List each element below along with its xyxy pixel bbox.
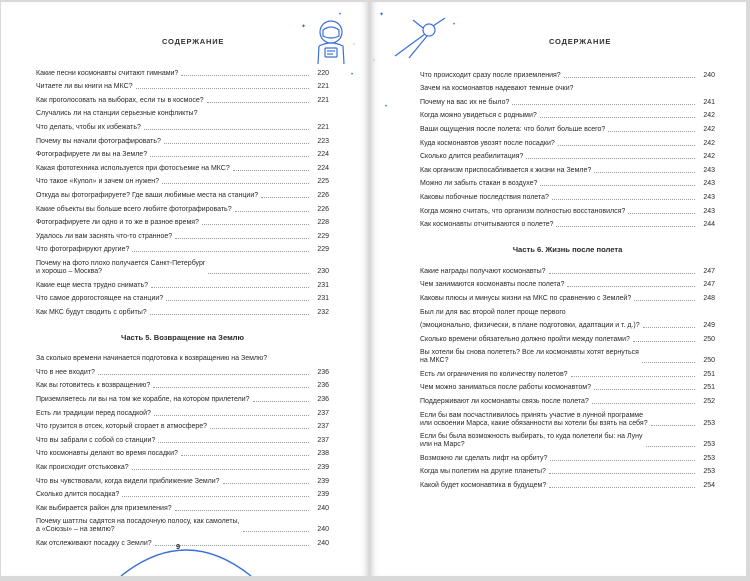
toc-entry[interactable]: Когда мы полетим на другие планеты? 253 xyxy=(420,468,715,476)
toc-entry[interactable]: Сколько длится посадка? 239 xyxy=(36,491,329,499)
star-icon: ◦ xyxy=(353,42,356,48)
page-header: СОДЕРЖАНИЕ xyxy=(549,37,612,46)
page-number: 9 xyxy=(176,542,181,551)
section-title[interactable]: Часть 5. Возвращение на Землю xyxy=(121,332,244,342)
toc-entry[interactable]: Когда можно считать, что организм полностью восстановился? 243 xyxy=(420,207,715,215)
toc-entry[interactable]: Как космонавты отчитываются о полете? 244 xyxy=(420,221,715,229)
star-icon: ✦ xyxy=(379,12,385,18)
star-icon: ✦ xyxy=(301,24,307,30)
star-icon: ◦ xyxy=(373,58,376,64)
toc-entry[interactable]: Что космонавты делают во время посадки? 238 xyxy=(36,450,329,458)
astronaut-icon xyxy=(311,16,351,64)
toc-entry[interactable]: Зачем на космонавтов надевают темные очки? xyxy=(420,85,574,93)
toc-entry[interactable]: Можно ли забыть стакан в воздухе? 243 xyxy=(420,180,715,188)
toc-entry[interactable]: Какие награды получают космонавты? 247 xyxy=(420,267,715,275)
toc-entry[interactable]: Сколько времени обязательно должно пройти между полетами? 250 xyxy=(420,335,715,343)
toc-entry[interactable]: Почему на фото плохо получается Санкт-Петербург и хорошо – Москва? 230 xyxy=(36,259,329,275)
toc-entry[interactable]: Какой будет космонавтика в будущем? 254 xyxy=(420,482,715,490)
toc-entry[interactable]: Удалось ли вам заснять что-то странное? 229 xyxy=(36,232,329,240)
toc-entry[interactable]: Как проголосовать на выборах, если ты в космосе? 221 xyxy=(36,96,329,104)
left-page xyxy=(1,2,368,576)
toc-entry[interactable]: Что происходит сразу после приземления? 240 xyxy=(420,71,715,79)
planet-arc-decoration xyxy=(111,530,261,576)
section-title[interactable]: Часть 6. Жизнь после полета xyxy=(512,245,623,255)
toc-entry[interactable]: Какие песни космонавты считают гимнами? 220 xyxy=(36,69,329,77)
toc-entry[interactable]: Ваши ощущения после полета: что болит больше всего? 242 xyxy=(420,125,715,133)
toc-entry[interactable]: Случались ли на станции серьезные конфликты? xyxy=(36,110,198,118)
toc-entry[interactable]: Возможно ли сделать лифт на орбиту? 253 xyxy=(420,454,715,462)
toc-entry[interactable]: Откуда вы фотографируете? Где ваши любимые места на станции? 226 xyxy=(36,191,329,199)
toc-entry[interactable]: Если бы была возможность выбирать, то куда полетели бы: на Луну или на Марс? 253 xyxy=(420,433,715,449)
star-icon: • xyxy=(385,104,388,110)
toc-entry[interactable]: (эмоционально, физически, в плане подготовки, адаптации и т. д.)? 249 xyxy=(420,322,715,330)
toc-entry[interactable]: Вы хотели бы снова полететь? Все ли космонавты хотят вернуться на МКС? 250 xyxy=(420,349,715,365)
toc-entry[interactable]: Фотографируете ли одно и то же в разное время? 228 xyxy=(36,219,329,227)
star-icon: • xyxy=(339,12,342,18)
toc-entry[interactable]: Каковы плюсы и минусы жизни на МКС по сравнению с Землей? 248 xyxy=(420,294,715,302)
toc-entry[interactable]: Что вы чувствовали, когда видели приближение Земли? 239 xyxy=(36,477,329,485)
satellite-icon xyxy=(389,16,449,60)
toc-entry[interactable]: Как отслеживают посадку с Земли? 240 xyxy=(36,540,329,547)
toc-entry[interactable]: Что фотографируют другие? 229 xyxy=(36,246,329,254)
toc-entry[interactable]: Если бы вам посчастливилось принять участие в лунной программе или освоении Марса, какие обязанности вы хотели бы взять на себя? 253 xyxy=(420,411,715,427)
toc-list-top xyxy=(36,64,329,548)
toc-entry[interactable]: Почему вы начали фотографировать? 223 xyxy=(36,137,329,145)
toc-entry[interactable]: Как вы готовитесь к возвращению? 236 xyxy=(36,382,329,390)
toc-entry[interactable]: Чем можно заниматься после работы космонавтом? 251 xyxy=(420,384,715,392)
toc-entry[interactable]: Приземляетесь ли вы на том же корабле, на котором прилетели? 236 xyxy=(36,396,329,404)
toc-entry[interactable]: Как происходит отстыковка? 239 xyxy=(36,464,329,472)
toc-entry[interactable]: Что делать, чтобы их избежать? 221 xyxy=(36,123,329,131)
toc-entry[interactable]: Каковы побочные последствия полета? 243 xyxy=(420,193,715,201)
toc-entry[interactable]: Как выбирается район для приземления? 240 xyxy=(36,504,329,512)
toc-entry[interactable]: Что грузится в отсек, который сгорает в атмосфере? 237 xyxy=(36,423,329,431)
toc-entry[interactable]: Какая фототехника используется при фотосъемке на МКС? 224 xyxy=(36,164,329,172)
toc-entry[interactable]: Что самое дорогостоящее на станции? 231 xyxy=(36,295,329,303)
toc-entry[interactable]: Когда можно увидеться с родными? 242 xyxy=(420,112,715,120)
toc-entry[interactable]: Что вы забрали с собой со станции? 237 xyxy=(36,436,329,444)
toc-entry[interactable]: Почему на вас их не было? 241 xyxy=(420,98,715,106)
toc-entry[interactable]: Поддерживают ли космонавты связь после полета? 252 xyxy=(420,398,715,406)
toc-entry[interactable]: Чем занимаются космонавты после полета? 247 xyxy=(420,281,715,289)
toc-entry[interactable]: Какие еще места трудно снимать? 231 xyxy=(36,281,329,289)
toc-entry[interactable]: Какие объекты вы больше всего любите фотографировать? 226 xyxy=(36,205,329,213)
toc-entry[interactable]: Был ли для вас второй полет проще первого xyxy=(420,308,566,316)
toc-entry[interactable]: За сколько времени начинается подготовка к возвращению на Землю? xyxy=(36,355,268,363)
toc-entry[interactable]: Как МКС будут сводить с орбиты? 232 xyxy=(36,308,329,316)
toc-entry[interactable]: Почему шаттлы садятся на посадочную полосу, как самолеты, а «Союзы» – на землю? 240 xyxy=(36,518,329,534)
star-icon: • xyxy=(453,22,456,28)
toc-entry[interactable]: Что в нее входит? 236 xyxy=(36,368,329,376)
star-icon: • xyxy=(351,72,354,78)
toc-entry[interactable]: Фотографируете ли вы на Земле? 224 xyxy=(36,151,329,159)
toc-entry[interactable]: Читаете ли вы книги на МКС? 221 xyxy=(36,83,329,91)
toc-entry[interactable]: Что такое «Купол» и зачем он нужен? 225 xyxy=(36,178,329,186)
toc-list-top xyxy=(420,66,715,490)
toc-entry[interactable]: Есть ли ограничения по количеству полетов? 251 xyxy=(420,370,715,378)
toc-entry[interactable]: Куда космонавтов увозят после посадки? 242 xyxy=(420,139,715,147)
toc-entry[interactable]: Сколько длится реабилитация? 242 xyxy=(420,153,715,161)
right-page xyxy=(371,2,746,576)
toc-entry[interactable]: Есть ли традиции перед посадкой? 237 xyxy=(36,409,329,417)
page-header: СОДЕРЖАНИЕ xyxy=(162,37,225,46)
toc-entry[interactable]: Как организм приспосабливается к жизни на Земле? 243 xyxy=(420,166,715,174)
